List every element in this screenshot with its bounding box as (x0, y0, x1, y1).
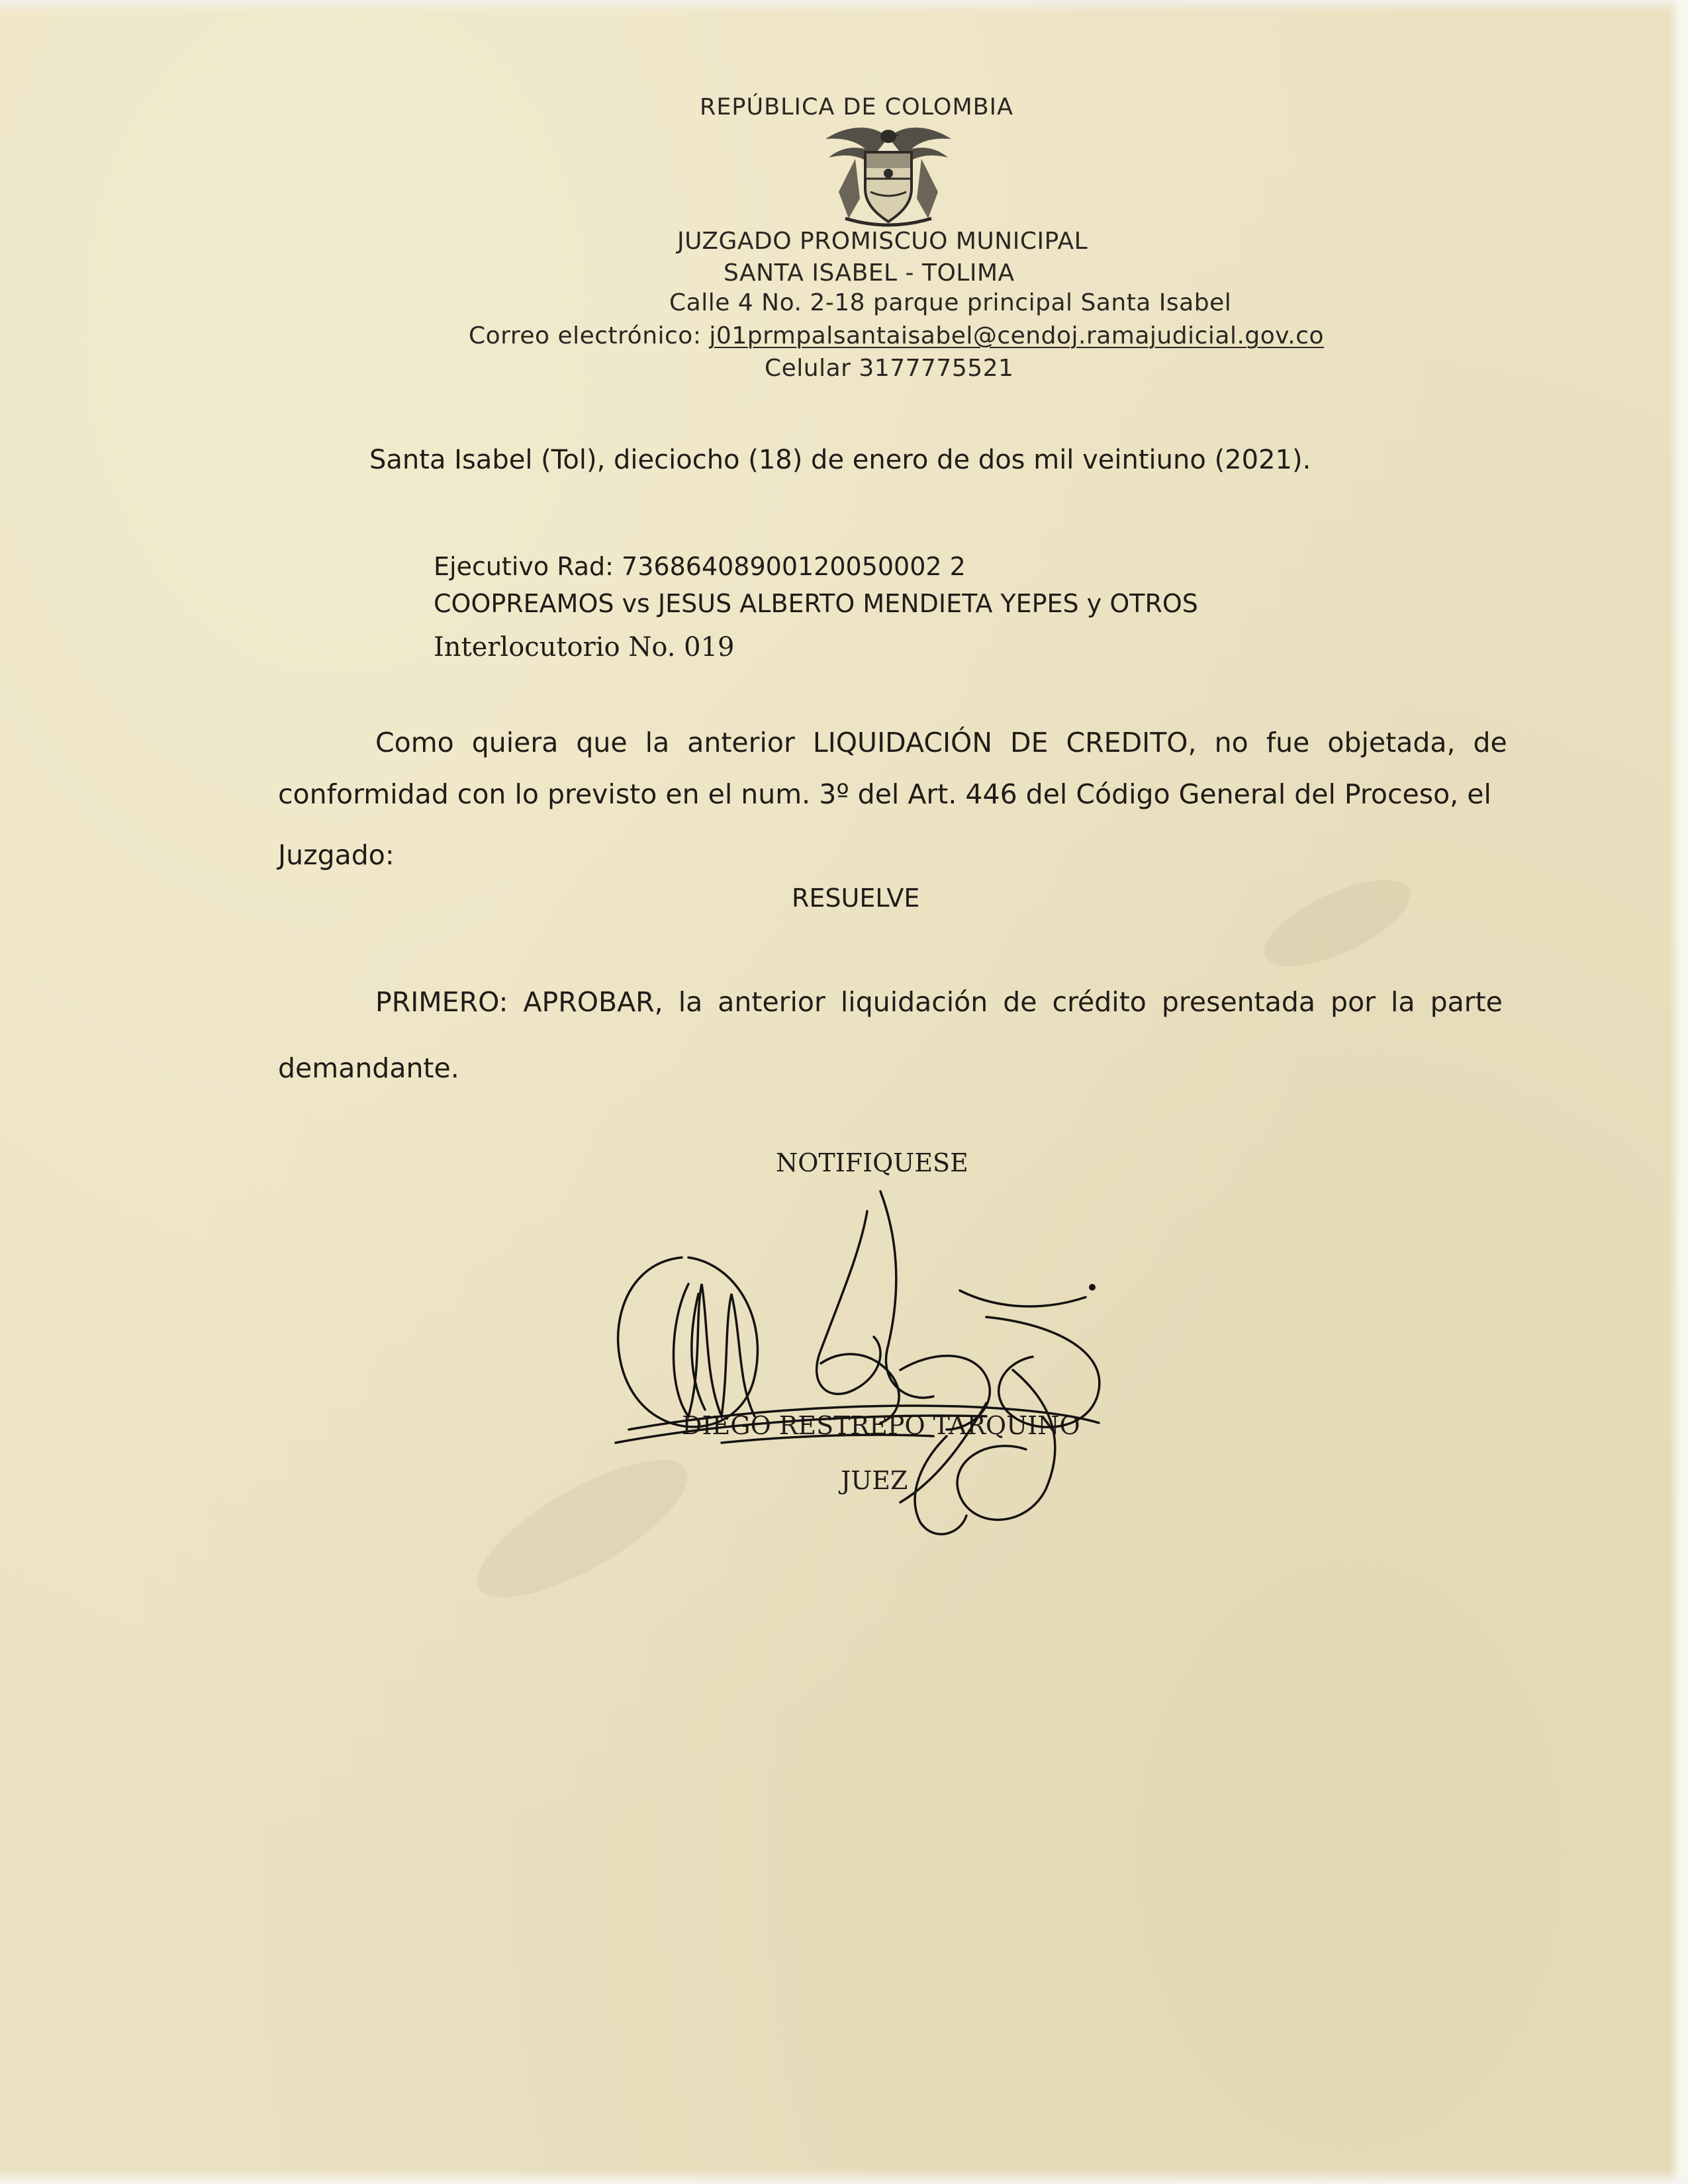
header-location: SANTA ISABEL - TOLIMA (724, 259, 1015, 287)
header-phone: Celular 3177775521 (765, 355, 1014, 382)
header-address: Calle 4 No. 2-18 parque principal Santa Isabel (669, 289, 1232, 316)
header-court: JUZGADO PROMISCUO MUNICIPAL (677, 228, 1088, 255)
scan-edge-right (1669, 0, 1688, 2184)
para2-line1: PRIMERO: APROBAR, la anterior liquidación de crédito presentada por la parte (375, 986, 1503, 1018)
scan-edge-bottom (0, 2169, 1688, 2184)
case-type-rad: Ejecutivo Rad: 73686408900120050002 2 (434, 552, 966, 581)
para1-line2: conformidad con lo previsto en el num. 3º del Art. 446 del Código General del Proceso, el (278, 778, 1491, 810)
coat-of-arms-icon (819, 119, 958, 228)
email-link[interactable]: j01prmpalsantaisabel@cendoj.ramajudicial.gov.co (709, 322, 1325, 349)
case-interlocutorio: Interlocutorio No. 019 (434, 632, 735, 662)
para2-line2: demandante. (278, 1052, 459, 1084)
para1-line1: Como quiera que la anterior LIQUIDACIÓN DE CREDITO, no fue objetada, de (375, 727, 1507, 758)
para1-line3: Juzgado: (278, 839, 395, 871)
case-parties: COOPREAMOS vs JESUS ALBERTO MENDIETA YEPES y OTROS (434, 589, 1198, 618)
judge-title: JUEZ (841, 1466, 908, 1495)
notify-heading: NOTIFIQUESE (776, 1148, 968, 1177)
header-country: REPÚBLICA DE COLOMBIA (700, 94, 1013, 120)
header-email-line (469, 322, 1324, 349)
date-line: Santa Isabel (Tol), dieciocho (18) de enero de dos mil veintiuno (2021). (369, 445, 1311, 475)
resolve-heading: RESUELVE (792, 884, 920, 913)
paper-stain (1252, 863, 1422, 984)
email-label: Correo electrónico: (469, 322, 710, 349)
judge-name: DIEGO RESTREPO TARQUINO (682, 1411, 1080, 1440)
judge-signature (589, 1152, 1158, 1549)
scan-edge-top (0, 0, 1688, 12)
